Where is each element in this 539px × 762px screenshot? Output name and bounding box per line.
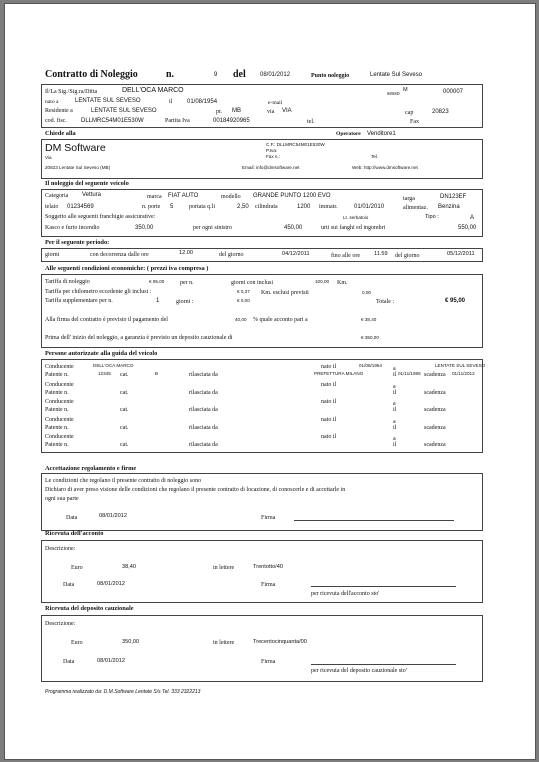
punto-value: Lentate Sul Seveso — [370, 72, 423, 78]
fax-label: Fax — [410, 119, 419, 125]
customer-name-label: Il/La Sig./Sig.ra/Ditta — [45, 89, 98, 95]
acconto-text2: % quale acconto pari a — [253, 317, 308, 323]
acceptance-line1: Le condizioni che regolano il presente contratto di noleggio sono — [45, 478, 202, 484]
birth-il-label: il — [169, 99, 173, 105]
categoria-value: Vettura — [82, 192, 102, 198]
patente-cat-label: cat. — [120, 372, 129, 378]
acconto-value: € 38,40 — [361, 317, 377, 322]
totale-label: Totale : — [376, 299, 395, 305]
piva-label: Partita Iva — [165, 118, 190, 124]
km-label: Km. — [337, 280, 348, 286]
patente-label: Patente n. — [45, 407, 69, 413]
acconto-descrizione-label: Descrizione: — [45, 546, 76, 552]
birth-place: LENTATE SUL SEVESO — [75, 98, 141, 104]
targa-label: targa — [403, 196, 415, 202]
conducente-label: Conducente — [45, 382, 74, 388]
ingombri-label: urti sui fanghi ed ingombri — [321, 225, 386, 231]
acconto-receipt-box — [41, 540, 483, 603]
rilascio-il-label: il — [393, 407, 397, 413]
scadenza-label: scadenza — [424, 442, 446, 448]
acconto-data: 08/01/2012 — [97, 581, 125, 587]
operatore-label: Operatore — [336, 131, 361, 137]
franchigie-label: Soggetto alle seguenti franchigie assicurative: — [45, 214, 156, 220]
ora-inizio: 12.00 — [179, 250, 193, 256]
deposito-text: Prima dell' inizio del noleggio, a garanzia è previsto un deposito cauzionale di — [45, 335, 233, 341]
agency-name: DM Software — [45, 142, 106, 154]
acconto-lettere: Trentotto/40 — [253, 564, 283, 570]
nato-a-label: a — [393, 401, 396, 407]
immatr-value: 01/01/2010 — [354, 204, 385, 210]
residente-label: Residente a — [45, 108, 73, 114]
decorrenza-label: con decorrenza dalle ore — [90, 252, 149, 258]
supp-value: € 0,00 — [237, 298, 250, 303]
supp-giorni-label: giorni : — [176, 299, 194, 305]
supp-label: Tariffa supplementare per n. — [45, 298, 113, 304]
rilasciata-value: PREFETTURA MILANO — [314, 371, 364, 376]
acceptance-line3: ogni sua parte — [45, 496, 79, 502]
deposito-firma-label: Firma — [261, 659, 276, 665]
customer-piva: 00184920965 — [213, 118, 250, 124]
franchigia-tipo: Lt. serbatoio — [343, 215, 369, 220]
patente-cat-label: cat. — [120, 425, 129, 431]
fino-label: fino alle ore — [331, 253, 360, 259]
patente-label: Patente n. — [45, 442, 69, 448]
ingombri-value: 550,00 — [458, 225, 477, 231]
patente-label: Patente n. — [45, 372, 69, 378]
rilascio-il-label: il — [393, 372, 397, 378]
nato-label: nato il — [321, 364, 337, 370]
agency-cf: C.F.: DLLMRC54M01E530W — [266, 142, 325, 147]
vehicle-section-title: Il noleggio del seguente veicolo — [45, 180, 129, 187]
deposito-signature-line[interactable] — [311, 664, 456, 665]
nato-luogo: LENTATE SUL SEVESO — [435, 363, 486, 368]
acconto-euro: 38,40 — [122, 564, 136, 570]
acceptance-signature-line[interactable] — [294, 520, 454, 521]
province: MB — [232, 108, 241, 114]
rilasciata-label: rilasciata da — [189, 372, 218, 378]
conducente-label: Conducente — [45, 364, 74, 370]
nato-a-label: a — [393, 384, 396, 390]
contract-number: 9 — [214, 72, 218, 78]
rilasciata-label: rilasciata da — [189, 425, 218, 431]
alimentazione-value: Benzina — [438, 204, 460, 210]
patente-label: Patente n. — [45, 425, 69, 431]
marca-value: FIAT AUTO — [168, 193, 199, 199]
via-label: via — [267, 109, 275, 115]
sesso-label: sesso — [387, 91, 400, 97]
porte-value: 5 — [170, 204, 174, 210]
conducente-label: Conducente — [45, 417, 74, 423]
economics-section-title: Alle seguenti condizioni economiche: ( prezzi iva compresa ) — [45, 265, 209, 272]
del-giorno2-label: del giorno — [395, 253, 420, 259]
rilascio-date: 01/11/1985 — [398, 371, 421, 376]
immatr-label: immatr. — [319, 204, 338, 210]
acconto-receipt-title: Ricevuta dell'acconto — [45, 530, 104, 537]
deposito-euro-label: Euro — [71, 640, 83, 646]
deposito-data-label: Data — [63, 659, 75, 665]
cilindrata-value: 1200 — [297, 204, 311, 210]
patente-cat-label: cat. — [120, 407, 129, 413]
residence-city: LENTATE SUL SEVESO — [91, 108, 157, 114]
deposito-ricevuta-label: per ricevuta del deposito cauzionale sto' — [311, 668, 407, 674]
agency-web: Web: http://www.dmsoftware.net — [352, 165, 418, 170]
contract-page — [4, 3, 536, 760]
punto-label: Punto noleggio — [311, 73, 350, 79]
patente-cat-label: cat. — [120, 390, 129, 396]
agency-tel: Tel. — [371, 154, 379, 159]
acceptance-line2: Dichiaro di aver preso visione delle condizioni che regolano il presente contratto di locazione, di conoscerle e di accettarle in — [45, 487, 346, 493]
porte-label: n. porte — [142, 204, 161, 210]
incendio-value: 350,00 — [135, 225, 154, 231]
per-n-label: per n. — [180, 280, 194, 286]
nato-label: nato il — [321, 434, 337, 440]
rilasciata-label: rilasciata da — [189, 390, 218, 396]
telaio-label: telaio — [45, 204, 59, 210]
nato-a-label: a — [393, 436, 396, 442]
chiede-label: Chiede alla — [45, 130, 76, 137]
scadenza-label: scadenza — [424, 372, 446, 378]
modello-value: GRANDE PUNTO 1200 EVO — [253, 193, 331, 199]
agency-via-label: Via — [45, 155, 52, 160]
cap-value: 20823 — [432, 109, 449, 115]
deposito-data: 08/01/2012 — [97, 658, 125, 664]
deposito-receipt-box — [41, 615, 483, 682]
drivers-section-title: Persone autorizzate alla guida del veicolo — [45, 350, 158, 357]
targa-value: DN123EF — [440, 194, 467, 200]
deposito-descrizione-label: Descrizione: — [45, 621, 76, 627]
deposito-lettere-label: in lettere — [213, 640, 235, 646]
rilascio-il-label: il — [393, 390, 397, 396]
agency-piva: P.Iva: — [266, 148, 278, 153]
acceptance-data-label: Data — [66, 515, 78, 521]
km-previsti-label: Km. esclusi previsti — [261, 290, 309, 296]
supp-giorni: 1 — [156, 298, 160, 304]
ora-fine: 11.59 — [374, 251, 388, 257]
categoria-label: Categoria — [45, 193, 69, 199]
data-fine: 05/12/2011 — [447, 251, 475, 257]
acconto-pct: 40,00 — [235, 317, 247, 322]
tariffa-label: Tariffa di noleggio — [45, 279, 90, 285]
deposito-receipt-title: Ricevuta del deposito cauzionale — [45, 605, 134, 612]
date-label: del — [233, 69, 246, 80]
data-inizio: 04/12/2011 — [282, 251, 310, 257]
cap-label: cap — [405, 110, 414, 116]
operatore-value: Venditore1 — [367, 131, 396, 137]
acconto-euro-label: Euro — [71, 565, 83, 571]
nato-label: nato il — [321, 417, 337, 423]
acconto-text: Alla firma del contratto è previsto il pagamento del — [45, 317, 168, 323]
customer-name: DELL'OCA MARCO — [122, 87, 184, 94]
pr-label: pr. — [216, 109, 223, 115]
footer-text: Programma realizzato da: D.M.Software Lentate S/s Tel. 333 2322213 — [45, 689, 201, 695]
scadenza-label: scadenza — [424, 407, 446, 413]
nato-label: nato a — [45, 99, 59, 105]
sinistro-label: per ogni sinistro — [193, 225, 232, 231]
nato-label: nato il — [321, 399, 337, 405]
street: VIA — [282, 108, 292, 114]
giorni-km-label: giorni con inclusi — [231, 280, 273, 286]
conducente-name: DELL'OCA MARCO — [93, 363, 134, 368]
patente-label: Patente n. — [45, 390, 69, 396]
agency-email: Email: info@dmsoftware.net — [242, 165, 300, 170]
cf-label: cod. fisc. — [45, 118, 67, 124]
tariffa-value: € 95,00 — [149, 279, 165, 284]
rilasciata-label: rilasciata da — [189, 442, 218, 448]
portata-label: portata q.li — [189, 204, 215, 210]
email-label: e-mail — [268, 100, 283, 106]
cilindrata-label: cilindrata — [255, 204, 278, 210]
birth-date: 01/08/1954 — [187, 99, 218, 105]
nato-date: 01/08/1954 — [359, 363, 382, 368]
agency-fax: Fax n.: — [266, 154, 281, 159]
acconto-firma-label: Firma — [261, 582, 276, 588]
sinistro-value: 450,00 — [284, 225, 303, 231]
number-label: n. — [166, 69, 175, 80]
km-previsti: 0,00 — [362, 290, 371, 295]
tipo-value: A — [470, 215, 475, 221]
rilasciata-label: rilasciata da — [189, 407, 218, 413]
modello-label: modello — [221, 194, 241, 200]
acceptance-firma-label: Firma — [261, 515, 276, 521]
tel-label: tel. — [307, 119, 315, 125]
acconto-lettere-label: in lettere — [213, 565, 235, 571]
totale-value: € 95,00 — [445, 298, 466, 304]
conducente-label: Conducente — [45, 399, 74, 405]
sesso-value: M — [403, 87, 408, 93]
acceptance-section-title: Accettazione regolamento e firme — [45, 465, 137, 472]
patente-cat-label: cat. — [120, 442, 129, 448]
eccedenza-value: € 0,37 — [237, 289, 250, 294]
contract-date: 08/01/2012 — [260, 72, 291, 78]
scadenza-date: 01/11/2012 — [452, 371, 475, 376]
scadenza-label: scadenza — [424, 425, 446, 431]
telaio-value: 01234569 — [67, 204, 94, 210]
patente-number: 12345 — [98, 371, 111, 376]
marca-label: marca — [147, 194, 162, 200]
eccedenza-label: Tariffa per chilometro eccedente gli inclusi : — [45, 289, 152, 295]
nato-a-label: a — [393, 366, 396, 372]
acconto-ricevuta-label: per ricevuta dell'acconto sto' — [311, 591, 380, 597]
acconto-signature-line[interactable] — [311, 586, 456, 587]
nato-a-label: a — [393, 419, 396, 425]
acconto-data-label: Data — [63, 582, 75, 588]
tipo-label: Tipo : — [425, 214, 439, 220]
scadenza-label: scadenza — [424, 390, 446, 396]
alimentazione-label: alimentaz. — [403, 205, 428, 211]
nato-label: nato il — [321, 382, 337, 388]
period-giorni-label: giorni — [45, 252, 60, 258]
patente-cat: B — [155, 371, 159, 376]
conducente-label: Conducente — [45, 434, 74, 440]
contract-title: Contratto di Noleggio — [45, 69, 138, 80]
deposito-lettere: Trecentocinquanta/00 — [253, 639, 307, 645]
rilascio-il-label: il — [393, 425, 397, 431]
portata-value: 2,50 — [237, 204, 249, 210]
acceptance-data: 08/01/2012 — [99, 513, 127, 519]
deposito-euro: 350,00 — [122, 639, 140, 645]
customer-cf: DLLMRC54M01E530W — [81, 118, 144, 124]
period-section-title: Per il seguente periodo: — [45, 239, 110, 246]
km-inclusi: 100,00 — [315, 279, 330, 284]
agency-address: 20823 Lentate Sul Seveso (MB) — [45, 165, 111, 170]
del-giorno-label: del giorno — [219, 252, 244, 258]
customer-code: 000007 — [443, 89, 464, 95]
incendio-label: Kasco e furto incendio — [45, 225, 100, 231]
agency-box — [41, 139, 483, 179]
deposito-value: € 350,00 — [361, 335, 379, 340]
rilascio-il-label: il — [393, 442, 397, 448]
